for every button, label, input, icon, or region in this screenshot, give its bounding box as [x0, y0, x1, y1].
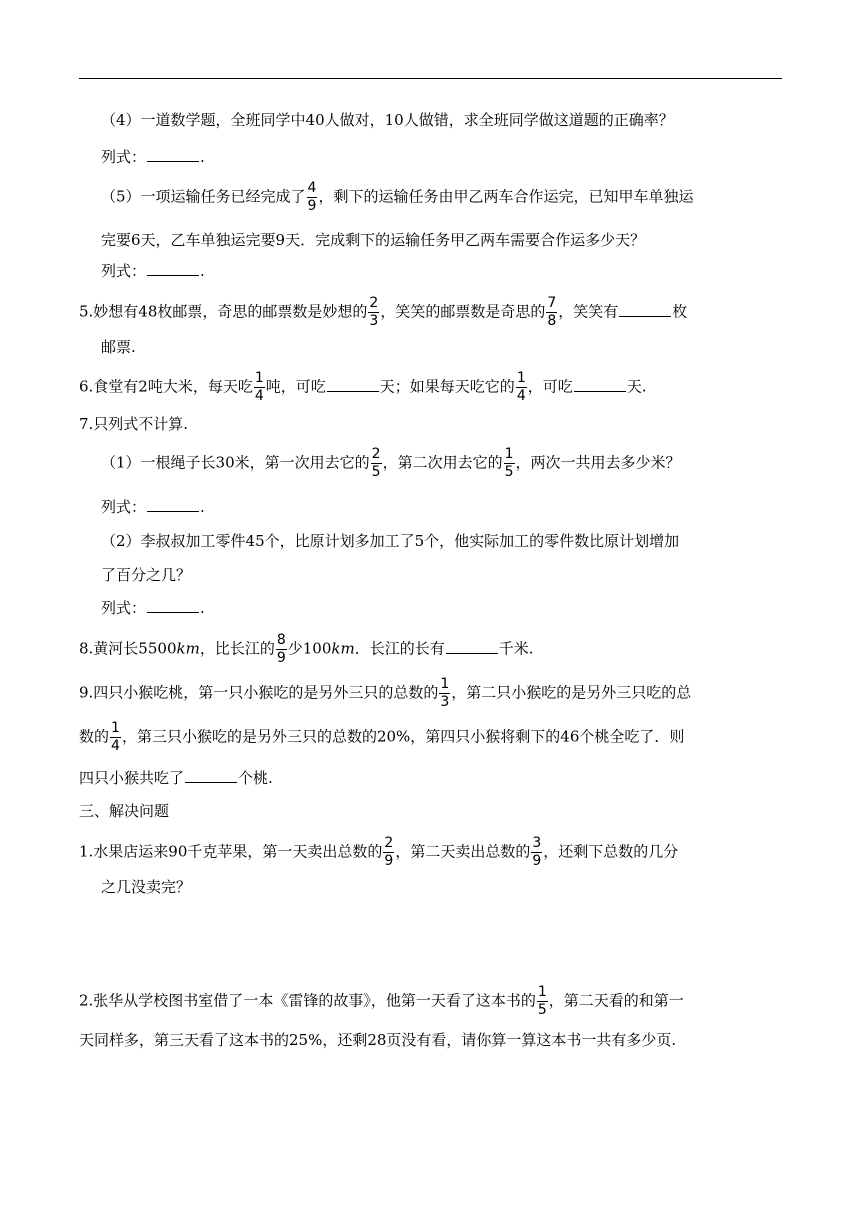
- question-text: 9.四只小猴吃桃，第一只小猴吃的是另外三只的总数的: [79, 683, 439, 702]
- question-7-1: [101, 447, 681, 480]
- fraction-denominator: 8: [547, 313, 557, 329]
- fraction: [504, 447, 515, 480]
- answer-label: 列式：: [101, 148, 147, 166]
- question-text: 之几没卖完？: [101, 878, 192, 896]
- period: .: [200, 262, 205, 280]
- fraction-numerator: 2: [371, 446, 381, 462]
- fraction-denominator: 9: [532, 853, 542, 869]
- fraction-denominator: 5: [371, 464, 381, 480]
- question-text: 邮票.: [101, 338, 136, 356]
- answer-line: [101, 147, 205, 167]
- question-4-5-cont: [101, 230, 645, 250]
- question-text: ，笑笑有: [558, 302, 619, 321]
- question-text: 天；如果每天吃它的: [379, 377, 515, 396]
- question-text: 吨，可吃: [265, 377, 326, 396]
- fraction-numerator: 3: [532, 835, 542, 851]
- question-text: ，第二天看的和第一: [548, 991, 684, 1010]
- fraction: [110, 721, 121, 754]
- fraction: [531, 836, 542, 869]
- fraction-numerator: 1: [254, 370, 264, 386]
- answer-blank[interactable]: [147, 147, 199, 162]
- answer-blank[interactable]: [574, 377, 626, 392]
- answer-label: 列式：: [101, 498, 147, 516]
- answer-blank[interactable]: [619, 302, 671, 317]
- fraction-denominator: 3: [440, 694, 450, 710]
- fraction: [254, 371, 265, 404]
- question-text: 枚: [672, 302, 688, 321]
- section-heading: [79, 801, 169, 821]
- question-text: 少100: [287, 639, 332, 658]
- section-title: 三、解决问题: [79, 802, 170, 820]
- period: .: [200, 148, 205, 166]
- fraction: [307, 181, 318, 214]
- problem-1-cont: [101, 877, 191, 897]
- answer-blank[interactable]: [147, 598, 199, 613]
- period: .: [200, 498, 205, 516]
- fraction: [546, 296, 557, 329]
- question-9-cont2: [79, 768, 273, 788]
- answer-blank[interactable]: [147, 261, 199, 276]
- answer-label: 列式：: [101, 599, 147, 617]
- fraction-numerator: 2: [384, 835, 394, 851]
- fraction-denominator: 5: [537, 1002, 547, 1018]
- question-text: ，笑笑的邮票数是奇思的: [380, 302, 546, 321]
- fraction-numerator: 1: [537, 984, 547, 1000]
- question-6: [79, 371, 647, 404]
- fraction: [371, 447, 382, 480]
- question-text: 1.水果店运来90千克苹果，第一天卖出总数的: [79, 842, 383, 861]
- question-text: ，第二天卖出总数的: [395, 842, 531, 861]
- question-text: （1）一根绳子长30米，第一次用去它的: [101, 453, 370, 472]
- fraction-numerator: 1: [111, 720, 120, 736]
- question-7-2-cont: [101, 565, 191, 585]
- question-text: ，第二只小猴吃的是另外三只吃的总: [451, 683, 692, 702]
- question-4-5: [101, 181, 693, 214]
- fraction-denominator: 4: [516, 388, 526, 404]
- fraction-numerator: 1: [516, 370, 526, 386]
- fraction-denominator: 9: [307, 198, 317, 214]
- question-9: [79, 677, 691, 710]
- question-5-cont: [101, 337, 136, 357]
- fraction-denominator: 4: [111, 738, 120, 754]
- question-text: ，还剩下总数的几分: [543, 842, 679, 861]
- question-text: （5）一项运输任务已经完成了: [101, 187, 306, 206]
- question-text: ，剩下的运输任务由甲乙两车合作运完，已知甲车单独运: [318, 187, 694, 206]
- fraction: [368, 296, 379, 329]
- fraction-numerator: 4: [307, 180, 317, 196]
- fraction: [516, 371, 527, 404]
- fraction-denominator: 4: [254, 388, 264, 404]
- fraction-numerator: 7: [547, 295, 557, 311]
- question-text: ，两次一共用去多少米？: [515, 453, 681, 472]
- question-text: 个桃.: [238, 769, 273, 787]
- question-7-2: [101, 531, 679, 551]
- fraction: [276, 633, 287, 666]
- question-text: 四只小猴共吃了: [79, 769, 185, 787]
- period: .: [200, 599, 205, 617]
- question-text: 千米.: [498, 639, 534, 658]
- question-text: 了百分之几？: [101, 566, 192, 584]
- unit-km: km: [176, 639, 200, 658]
- question-9-cont: [79, 721, 684, 754]
- question-8: [79, 633, 534, 666]
- question-7: [79, 414, 188, 434]
- question-text: 天.: [626, 377, 647, 396]
- fraction-numerator: 1: [504, 446, 514, 462]
- answer-line: [101, 497, 205, 517]
- question-text: 完要6天，乙车单独运完要9天．完成剩下的运输任务甲乙两车需要合作运多少天？: [101, 231, 646, 249]
- fraction-numerator: 2: [369, 295, 379, 311]
- answer-label: 列式：: [101, 262, 147, 280]
- answer-blank[interactable]: [147, 497, 199, 512]
- fraction-denominator: 3: [369, 313, 379, 329]
- answer-blank[interactable]: [327, 377, 379, 392]
- question-text: 2.张华从学校图书室借了一本《雷锋的故事》，他第一天看了这本书的: [79, 991, 536, 1010]
- problem-2-cont: [79, 1030, 676, 1050]
- fraction-denominator: 9: [384, 853, 394, 869]
- fraction-denominator: 5: [504, 464, 514, 480]
- question-4-4: [101, 110, 674, 130]
- fraction-denominator: 9: [276, 650, 286, 666]
- answer-line: [101, 598, 205, 618]
- question-text: ，第二次用去它的: [382, 453, 503, 472]
- problem-1: [79, 836, 678, 869]
- answer-blank[interactable]: [185, 768, 237, 783]
- question-text: （4）一道数学题，全班同学中40人做对，10人做错，求全班同学做这道题的正确率？: [101, 111, 674, 129]
- fraction: [537, 985, 548, 1018]
- problem-2: [79, 985, 684, 1018]
- question-text: 数的: [79, 727, 110, 746]
- question-text: ，可吃: [527, 377, 573, 396]
- question-5: [79, 296, 687, 329]
- question-text: （2）李叔叔加工零件45个，比原计划多加工了5个，他实际加工的零件数比原计划增加: [101, 532, 680, 550]
- fraction: [439, 677, 450, 710]
- question-text: ．长江的长有: [354, 639, 445, 658]
- unit-km: km: [331, 639, 355, 658]
- fraction-numerator: 1: [440, 676, 450, 692]
- answer-line: [101, 261, 205, 281]
- question-text: 天同样多，第三天看了这本书的25%，还剩28页没有看，请你算一算这本书一共有多少页.: [79, 1031, 677, 1049]
- question-text: 6.食堂有2吨大米，每天吃: [79, 377, 253, 396]
- header-rule: [79, 78, 782, 79]
- question-text: 7.只列式不计算.: [79, 415, 189, 433]
- fraction: [383, 836, 394, 869]
- question-text: ，第三只小猴吃的是另外三只的总数的20%，第四只小猴将剩下的46个桃全吃了．则: [121, 727, 685, 746]
- answer-blank[interactable]: [446, 639, 498, 654]
- question-text: ，比长江的: [199, 639, 275, 658]
- question-text: 5.妙想有48枚邮票，奇思的邮票数是妙想的: [79, 302, 368, 321]
- question-text: 8.黄河长5500: [79, 639, 177, 658]
- fraction-numerator: 8: [276, 632, 286, 648]
